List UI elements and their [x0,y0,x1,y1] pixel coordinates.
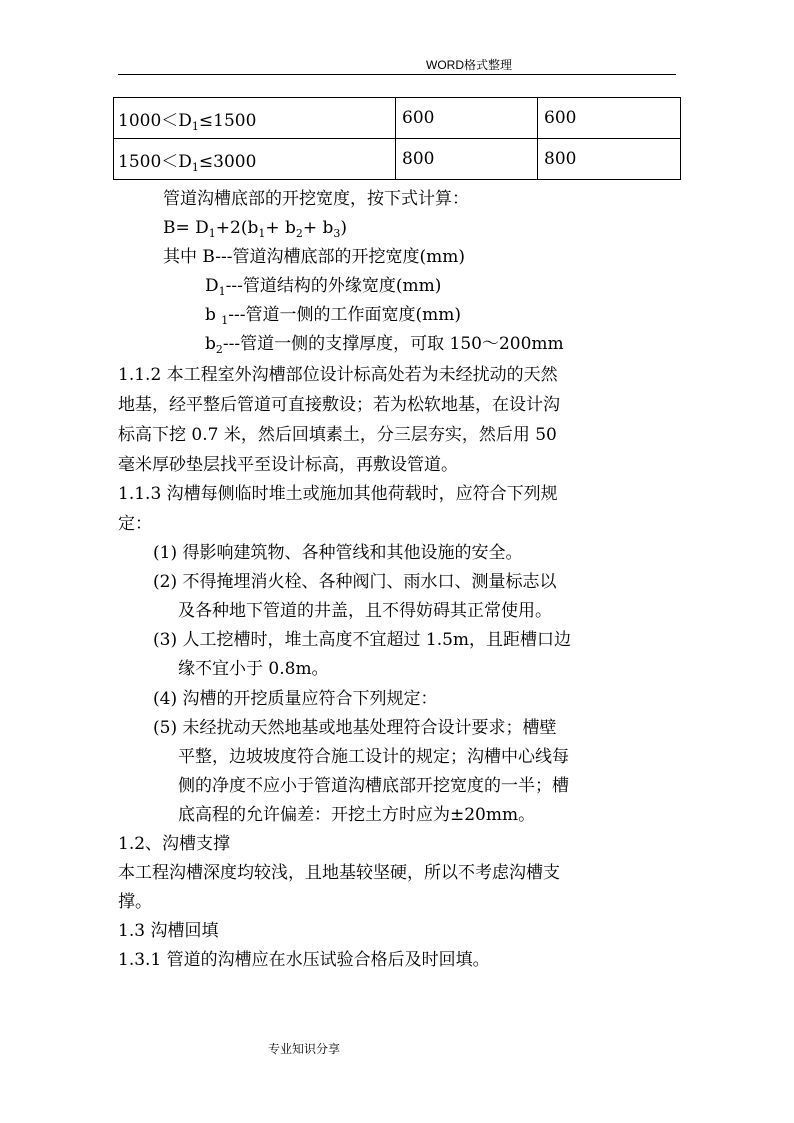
def-subscript: 1 [218,285,226,298]
trench-width-table [113,97,681,180]
range-end: ≤3000 [198,151,257,172]
range-start: 1500＜D [118,151,192,172]
def-symbol: D [205,276,219,296]
def-symbol: b [205,305,222,325]
def-text: ---管道结构的外缘宽度(mm) [225,276,442,296]
definition-b: 其中 B---管道沟槽底部的开挖宽度(mm) [163,247,465,267]
paragraph-line: 1.1.3 沟槽每侧临时堆土或施加其他荷载时，应符合下列规 [118,484,558,504]
paragraph-line: 定： [118,514,152,534]
formula-equation [163,215,347,241]
eq-text: ) [340,218,348,238]
def-text: ---管道一侧的工作面宽度(mm) [228,305,462,325]
eq-subscript: 2 [295,227,303,240]
range-start: 1000＜D [118,110,192,131]
table-cell-value: 600 [396,98,538,139]
header-rule [118,74,676,75]
list-item-continuation: 及各种地下管道的井盖，且不得妨碍其正常使用。 [178,601,552,621]
definition-d1 [205,273,441,299]
list-item: (4) 沟槽的开挖质量应符合下列规定： [153,689,438,709]
list-item-continuation: 缘不宜小于 0.8m。 [178,659,329,679]
page-header [0,56,794,76]
table-cell-value: 800 [538,139,681,180]
eq-text: +2(b [215,218,259,238]
range-end: ≤1500 [198,110,257,131]
definition-b1 [205,302,461,328]
paragraph-line: 毫米厚砂垫层找平至设计标高，再敷设管道。 [118,455,458,475]
paragraph-line: 标高下挖 0.7 米，然后回填素土，分三层夯实，然后用 50 [118,425,557,445]
paragraph-line: 本工程沟槽深度均较浅，且地基较坚硬，所以不考虑沟槽支 [118,863,560,883]
header-title: WORD格式整理 [426,58,512,72]
list-item: (2) 不得掩埋消火栓、各种阀门、雨水口、测量标志以 [153,572,557,592]
eq-text: + b [302,218,334,238]
list-item: (3) 人工挖槽时，堆土高度不宜超过 1.5m，且距槽口边 [153,630,572,650]
def-subscript: 2 [215,343,223,356]
def-symbol: b [205,334,216,354]
section-heading: 1.2、沟槽支撑 [118,834,231,854]
def-subscript: 1 [221,314,229,327]
list-item-continuation: 侧的净度不应小于管道沟槽底部开挖宽度的一半；槽 [178,776,569,796]
list-item: (1) 得影响建筑物、各种管线和其他设施的安全。 [153,543,523,563]
table-cell-range [114,139,396,180]
section-heading: 1.3 沟槽回填 [118,921,219,941]
table-cell-value: 800 [396,139,538,180]
paragraph-line: 1.3.1 管道的沟槽应在水压试验合格后及时回填。 [118,950,490,970]
eq-subscript: 3 [333,227,341,240]
paragraph-line: 撑。 [118,892,152,912]
page-footer: 专业知识分享 [268,1042,341,1056]
table-row [114,98,681,139]
table-cell-value: 600 [538,98,681,139]
eq-text: B= D [163,218,209,238]
table-row [114,139,681,180]
paragraph-line: 地基，经平整后管道可直接敷设；若为松软地基，在设计沟 [118,395,560,415]
list-item-continuation: 底高程的允许偏差：开挖土方时应为±20mm。 [178,805,536,825]
eq-subscript: 1 [208,227,216,240]
table-cell-range [114,98,396,139]
list-item: (5) 未经扰动天然地基或地基处理符合设计要求；槽壁 [153,718,557,738]
paragraph-line: 1.1.2 本工程室外沟槽部位设计标高处若为未经扰动的天然 [118,365,558,385]
range-subscript: 1 [191,119,199,133]
formula-intro: 管道沟槽底部的开挖宽度，按下式计算： [163,189,469,209]
range-subscript: 1 [191,160,199,174]
definition-b2 [205,331,564,357]
list-item-continuation: 平整，边坡坡度符合施工设计的规定；沟槽中心线每 [178,747,569,767]
eq-text: + b [265,218,296,238]
eq-subscript: 1 [258,227,266,240]
def-text: ---管道一侧的支撑厚度，可取 150～200mm [222,334,564,354]
